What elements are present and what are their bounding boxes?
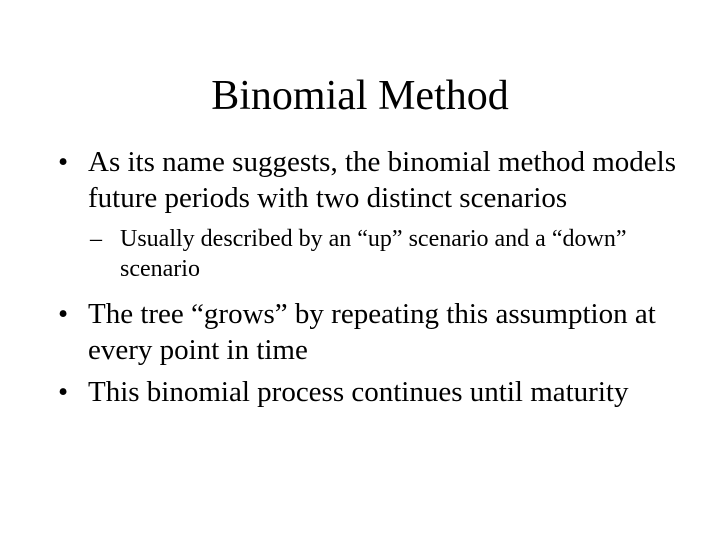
bullet-marker: •	[58, 298, 69, 330]
sub-bullet-list	[88, 224, 678, 284]
bullet-text: The tree “grows” by repeating this assumption at every point in time	[88, 298, 656, 366]
bullet-item	[58, 374, 678, 410]
sub-bullet-text: Usually described by an “up” scenario and a “down” scenario	[120, 226, 627, 282]
bullet-list	[58, 144, 678, 410]
bullet-text: This binomial process continues until maturity	[88, 376, 629, 408]
bullet-text: As its name suggests, the binomial method models future periods with two distinct scenarios	[88, 146, 677, 214]
bullet-marker: •	[58, 146, 69, 178]
slide-title: Binomial Method	[211, 73, 509, 119]
sub-bullet-marker: –	[90, 226, 102, 252]
sub-bullet-item	[90, 224, 678, 284]
bullet-item	[58, 296, 678, 368]
bullet-item	[58, 144, 678, 284]
bullet-marker: •	[58, 376, 69, 408]
